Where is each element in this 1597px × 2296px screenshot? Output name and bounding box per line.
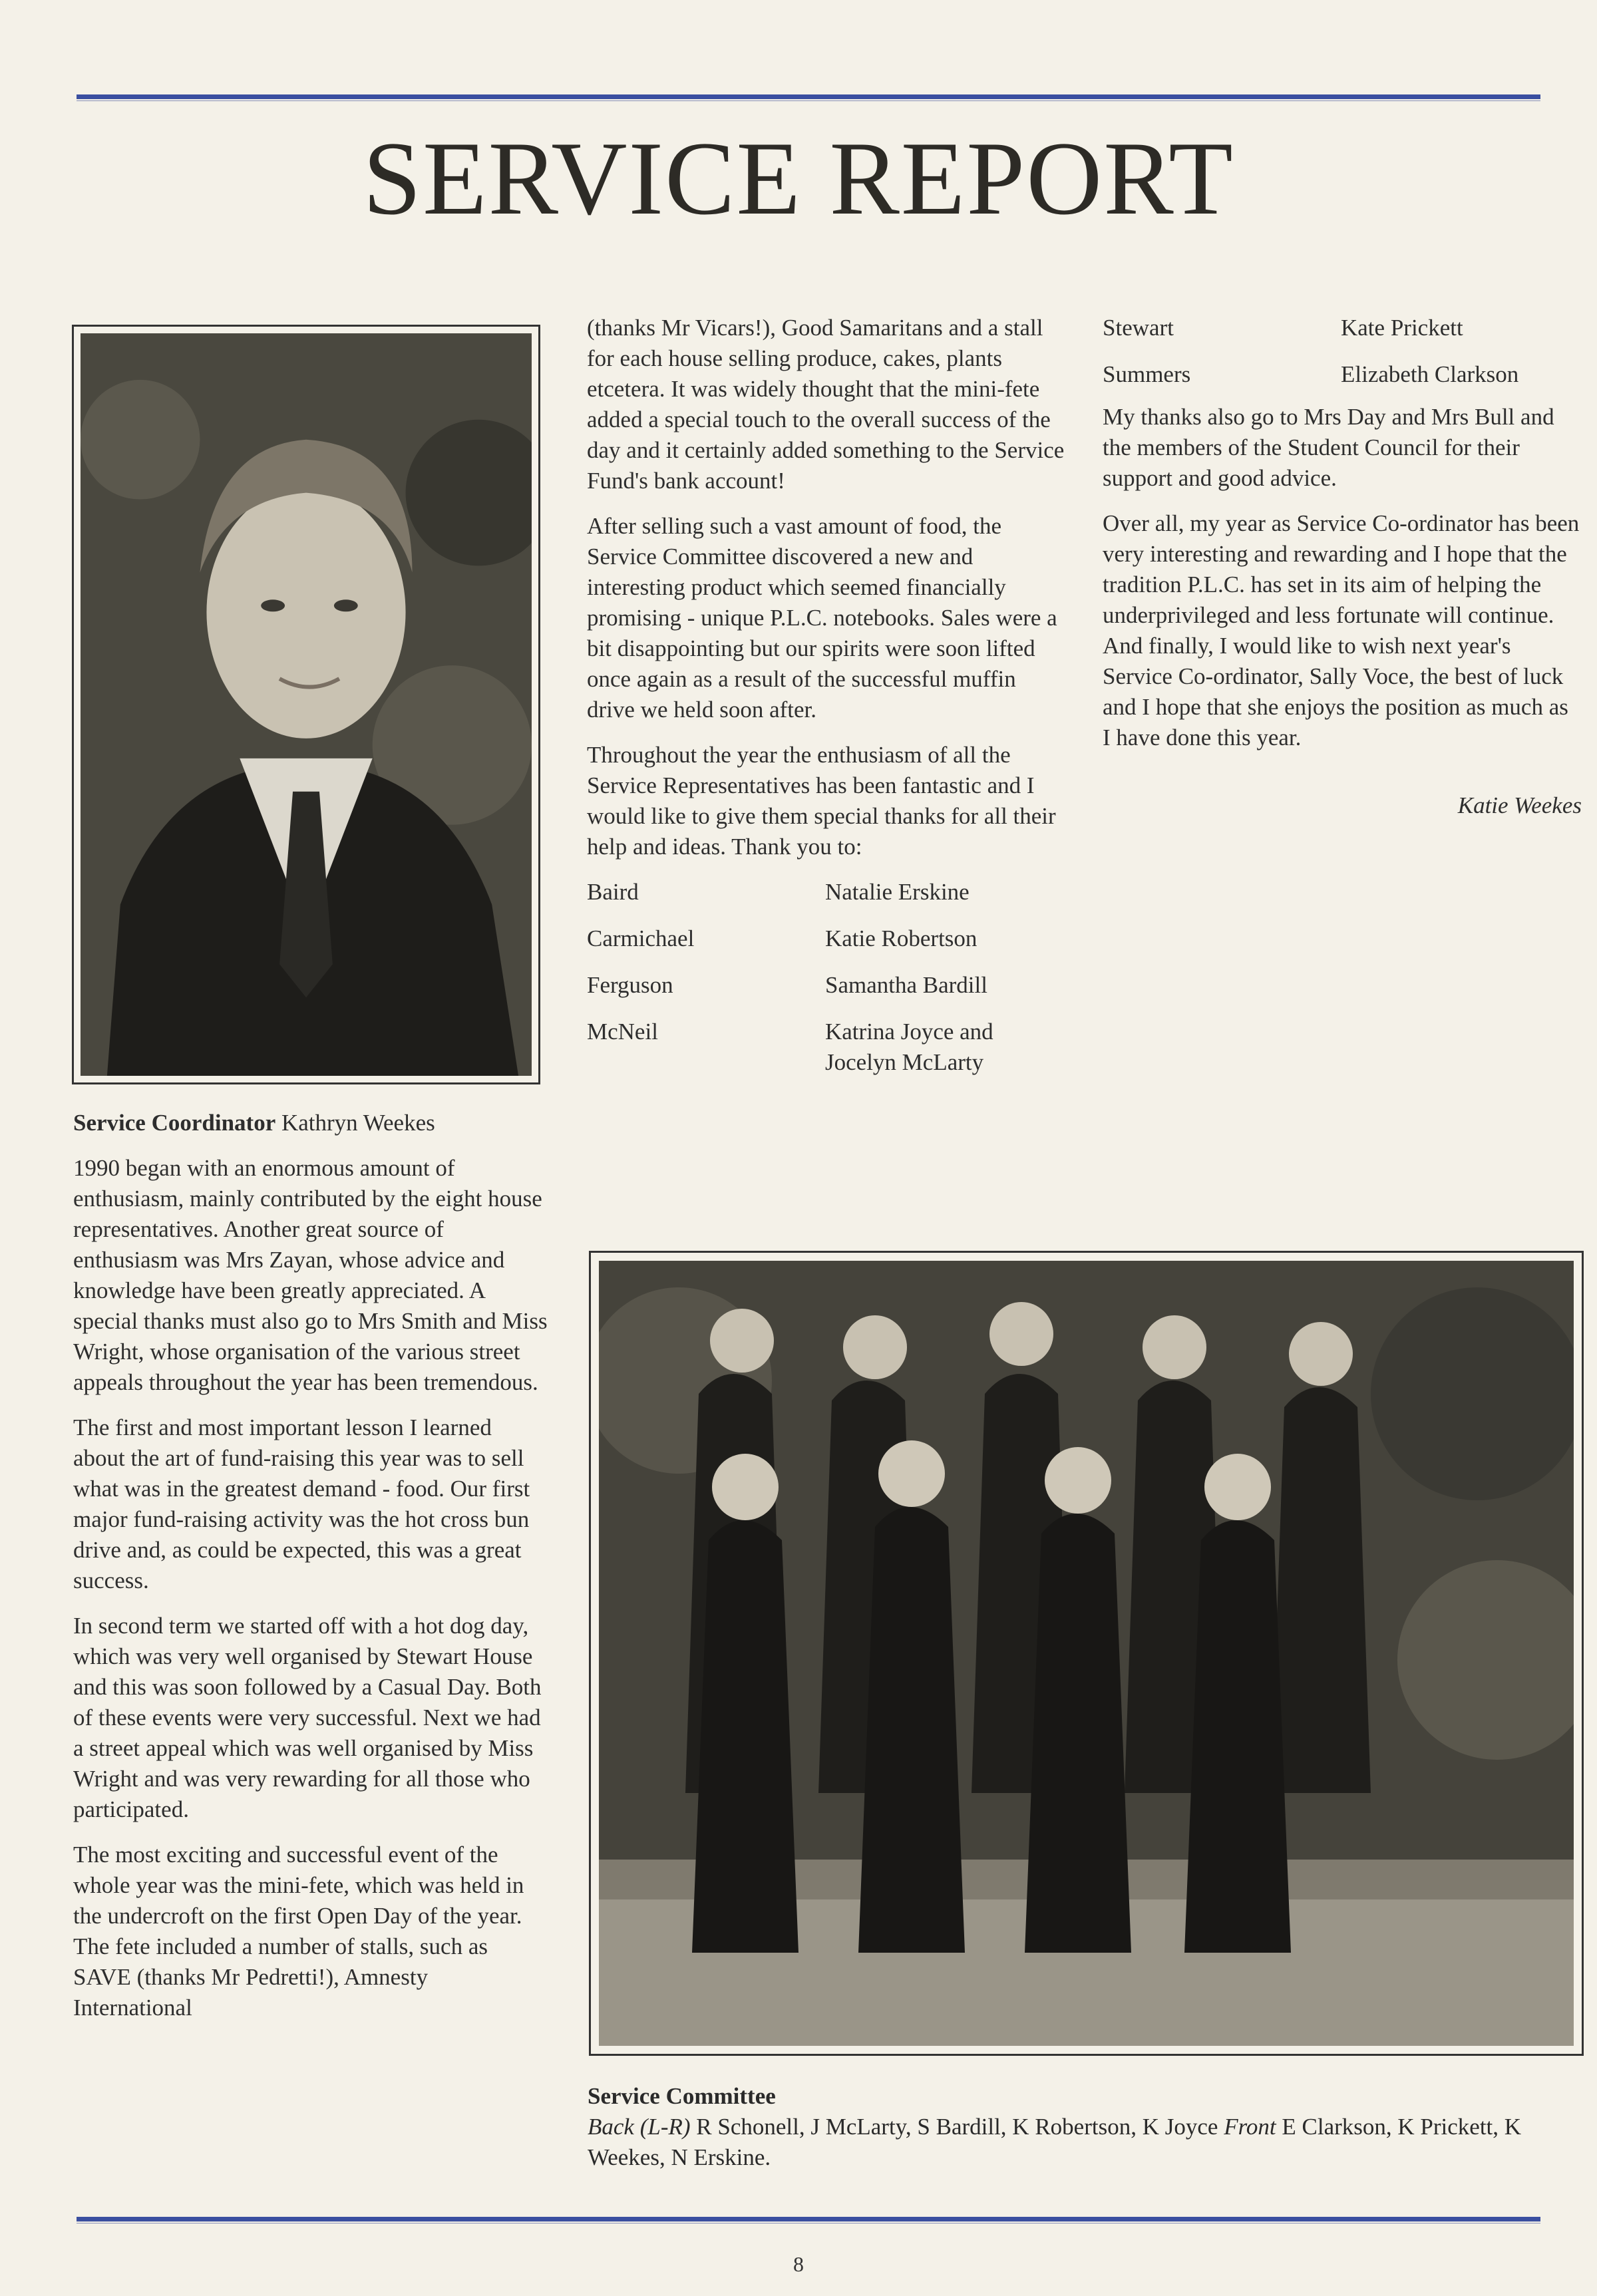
column-2 xyxy=(587,313,1066,1078)
caption-names xyxy=(588,2112,1586,2173)
house-name: Baird xyxy=(587,879,639,905)
top-rule xyxy=(77,94,1540,99)
back-label: Back (L-R) xyxy=(588,2114,691,2140)
front-names: E Clarkson, K Prickett, K Weekes, N Erskine. xyxy=(588,2114,1522,2170)
representative-name: Elizabeth Clarkson xyxy=(1341,361,1519,387)
caption-role: Service Coordinator xyxy=(73,1110,276,1136)
caption-heading: Service Committee xyxy=(588,2083,776,2109)
representative-name: Katie Robertson xyxy=(825,925,977,951)
representative-name: Natalie Erskine xyxy=(825,879,970,905)
page-title: SERVICE REPORT xyxy=(363,120,1234,237)
representative-name: Katrina Joyce and Jocelyn McLarty xyxy=(825,1019,993,1075)
paragraph: After selling such a vast amount of food, the Service Committee discovered a new and interesting product which seemed financially promising - unique P.L.C. notebooks. Sales were a bit disappointing but our spirits were soon lifted once again as a result of the successful muffin drive we held soon after. xyxy=(587,513,1057,723)
page-number: 8 xyxy=(793,2252,804,2276)
group-photo-caption xyxy=(588,2081,1586,2173)
paragraph: 1990 began with an enormous amount of enthusiasm, mainly contributed by the eight house representatives. Another great source of enthusiasm was Mrs Zayan, whose advice and knowledge have been greatly appreciated. A special thanks must also go to Mrs Smith and Miss Wright, whose organisation of the various street appeals throughout the year has been tremendous. xyxy=(73,1155,548,1395)
house-representatives-list xyxy=(587,877,1066,1078)
portrait-caption xyxy=(73,1108,549,1138)
paragraph: (thanks Mr Vicars!), Good Samaritans and a stall for each house selling produce, cakes, plants etcetera. It was widely thought that the mini-fete added a special touch to the overall success of the day and it certainly added something to the Service Fund's bank account! xyxy=(587,315,1065,494)
paragraph: Throughout the year the enthusiasm of all the Service Representatives has been fantastic and I would like to give them special thanks for all their help and ideas. Thank you to: xyxy=(587,742,1056,860)
group-illustration xyxy=(599,1261,1574,2046)
house-name: McNeil xyxy=(587,1019,658,1045)
group-photo xyxy=(589,1251,1584,2056)
representative-name: Samantha Bardill xyxy=(825,972,987,998)
paragraph: My thanks also go to Mrs Day and Mrs Bull and the members of the Student Council for their support and good advice. xyxy=(1103,404,1554,491)
back-names: R Schonell, J McLarty, S Bardill, K Robertson, K Joyce xyxy=(696,2114,1218,2140)
column-1 xyxy=(73,1108,549,2038)
representative-name: Kate Prickett xyxy=(1341,315,1463,341)
house-name: Ferguson xyxy=(587,972,673,998)
house-name: Stewart xyxy=(1103,315,1174,341)
author-signature: Katie Weekes xyxy=(1457,792,1582,818)
column-3 xyxy=(1103,313,1582,821)
house-name: Summers xyxy=(1103,361,1191,387)
portrait-photo xyxy=(72,325,540,1084)
paragraph: The most exciting and successful event of the whole year was the mini-fete, which was held in the undercroft on the first Open Day of the year. The fete included a number of stalls, such as SAVE (thanks Mr Pedretti!), Amnesty International xyxy=(73,1842,524,2021)
caption-name: Kathryn Weekes xyxy=(281,1110,435,1136)
paragraph: In second term we started off with a hot dog day, which was very well organised by Stewart House and this was soon followed by a Casual Day. Both of these events were very successful. Next we had a street appeal which was well organised by Miss Wright and was very rewarding for all those who participated. xyxy=(73,1613,542,1822)
bottom-rule xyxy=(77,2217,1540,2221)
house-representatives-list-continued xyxy=(1103,313,1582,390)
front-label: Front xyxy=(1224,2114,1276,2140)
house-name: Carmichael xyxy=(587,925,695,951)
portrait-illustration xyxy=(81,333,532,1076)
paragraph: The first and most important lesson I learned about the art of fund-raising this year was to sell what was in the greatest demand - food. Our first major fund-raising activity was the hot cross bun drive and, as could be expected, this was a great success. xyxy=(73,1414,530,1593)
paragraph: Over all, my year as Service Co-ordinator has been very interesting and rewarding and I hope that the tradition P.L.C. has set in its aim of helping the underprivileged and less fortunate will continue. And finally, I would like to wish next year's Service Co-ordinator, Sally Voce, the best of luck and I hope that she enjoys the position as much as I have done this year. xyxy=(1103,510,1580,750)
